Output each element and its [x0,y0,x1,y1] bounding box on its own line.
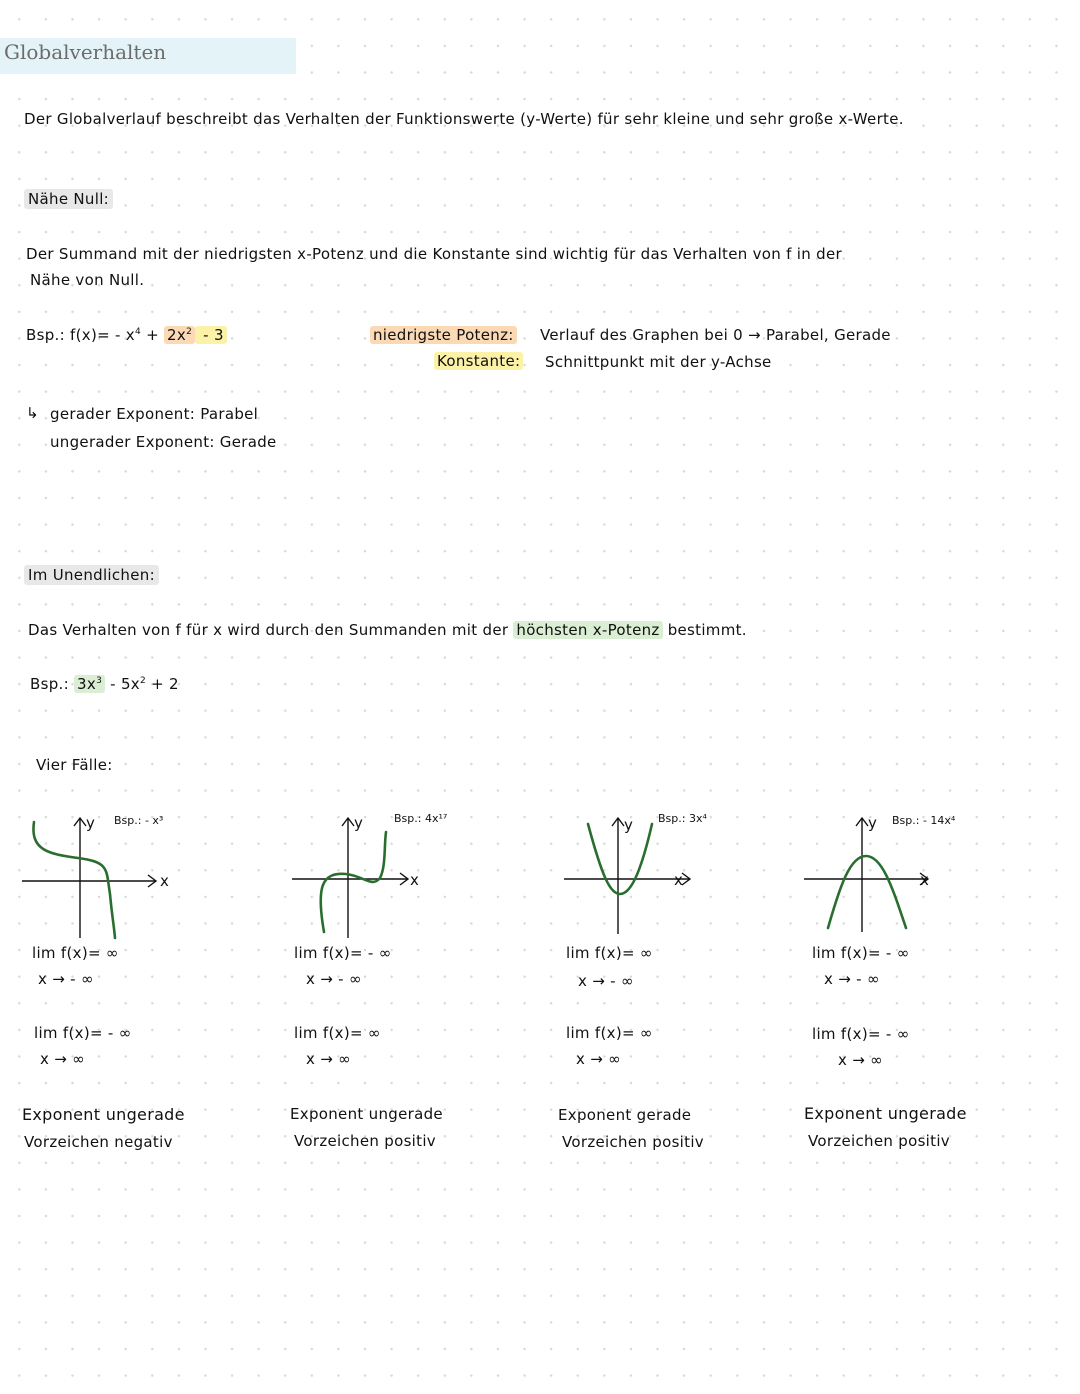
case2-lim2-bottom: x → ∞ [306,1050,351,1068]
case3-sign: Vorzeichen positiv [562,1133,704,1151]
infinity-text-highlight: höchsten x-Potenz [513,621,662,639]
case1-lim1-top: lim f(x)= ∞ [32,944,119,962]
case2-lim1-bottom: x → - ∞ [306,970,362,988]
heading-infinity [24,566,159,584]
y-axis-label: y [868,814,877,832]
case3-lim2-bottom: x → ∞ [576,1050,621,1068]
case4-lim1-bottom: x → - ∞ [824,970,880,988]
rule-odd-exponent: ungerader Exponent: Gerade [50,433,277,451]
y-axis-label: y [624,816,633,834]
legend-lowest-power-label [370,326,517,344]
infinity-example-highest-term [74,675,105,693]
curve [33,822,115,938]
case3-lim1-top: lim f(x)= ∞ [566,944,653,962]
x-axis-label: x [674,871,683,889]
heading-infinity-label: Im Unendlichen: [24,565,159,585]
case1-exponent: Exponent ungerade [22,1105,185,1124]
case4-exponent: Exponent ungerade [804,1104,967,1123]
infinity-text-after: bestimmt. [667,621,747,639]
y-axis-label: y [86,814,95,832]
case4-lim1-top: lim f(x)= - ∞ [812,944,910,962]
case4-sign: Vorzeichen positiv [808,1132,950,1150]
case1-lim2-top: lim f(x)= - ∞ [34,1024,132,1042]
infinity-term1-exp: 3 [96,676,103,686]
case1-sign: Vorzeichen negativ [24,1133,173,1151]
rule-arrow: ↳ [26,404,39,422]
example-prefix: Bsp.: [26,326,65,344]
cases-heading: Vier Fälle: [36,756,113,774]
graph-case-2 [288,806,488,942]
case3-exponent: Exponent gerade [558,1106,692,1124]
case4-lim2-top: lim f(x)= - ∞ [812,1025,910,1043]
graph-case-3 [560,806,760,942]
example-exp4: 4 [135,327,142,337]
x-axis-label: x [410,871,419,889]
graph-example-label: Bsp.: - 14x⁴ [892,814,956,827]
case1-lim1-bottom: x → - ∞ [38,970,94,988]
example-func-start: f(x)= - x [70,326,135,344]
case2-sign: Vorzeichen positiv [294,1132,436,1150]
curve [828,856,906,928]
case1-lim2-bottom: x → ∞ [40,1050,85,1068]
case3-lim1-bottom: x → - ∞ [578,972,634,990]
legend-constant-text: Schnittpunkt mit der y-Achse [545,353,772,371]
example-term2-exp: 2 [186,327,193,337]
infinity-example [30,675,179,693]
infinity-term1-base: 3x [77,675,97,693]
graph-case-4 [800,806,1000,942]
graph-example-label: Bsp.: 4x¹⁷ [394,812,448,825]
rule-even-exponent: gerader Exponent: Parabel [50,405,259,423]
near-zero-text-line2: Nähe von Null. [30,271,145,289]
case2-exponent: Exponent ungerade [290,1105,443,1123]
case4-lim2-bottom: x → ∞ [838,1051,883,1069]
curve [321,832,386,932]
page-title: Globalverhalten [4,40,167,64]
x-axis-label: x [920,871,929,889]
legend-constant-label [434,352,523,370]
infinity-rest-base: - 5x [105,675,140,693]
case3-lim2-top: lim f(x)= ∞ [566,1024,653,1042]
example-plus: + [141,326,165,344]
graph-example-label: Bsp.: - x³ [114,814,164,827]
infinity-rest-end: + 2 [146,675,179,693]
infinity-text-before: Das Verhalten von f für x wird durch den Summanden mit der [28,621,509,639]
graph-case-1 [18,806,218,942]
near-zero-example [26,326,227,344]
example-lowest-power [164,326,195,344]
heading-near-zero-label: Nähe Null: [24,189,113,209]
curve [588,824,652,894]
case2-lim2-top: lim f(x)= ∞ [294,1024,381,1042]
y-axis-label: y [354,814,363,832]
heading-near-zero [24,190,113,208]
example-constant: - 3 [195,326,227,344]
infinity-example-prefix: Bsp.: [30,675,69,693]
example-term2-base: 2x [167,326,187,344]
case2-lim1-top: lim f(x)= - ∞ [294,944,392,962]
infinity-text [28,621,747,639]
near-zero-text-line1: Der Summand mit der niedrigsten x-Potenz und die Konstante sind wichtig für das Verhalten von f in der [26,245,842,263]
intro-text: Der Globalverlauf beschreibt das Verhalten der Funktionswerte (y-Werte) für sehr kleine und sehr große x-Werte. [24,110,904,128]
legend-lowest-power-text: Verlauf des Graphen bei 0 → Parabel, Gerade [540,326,891,344]
legend-label-orange: niedrigste Potenz: [370,326,517,344]
graph-example-label: Bsp.: 3x⁴ [658,812,707,825]
legend-label-yellow: Konstante: [434,352,523,370]
infinity-rest-exp: 2 [139,676,146,686]
x-axis-label: x [160,872,169,890]
